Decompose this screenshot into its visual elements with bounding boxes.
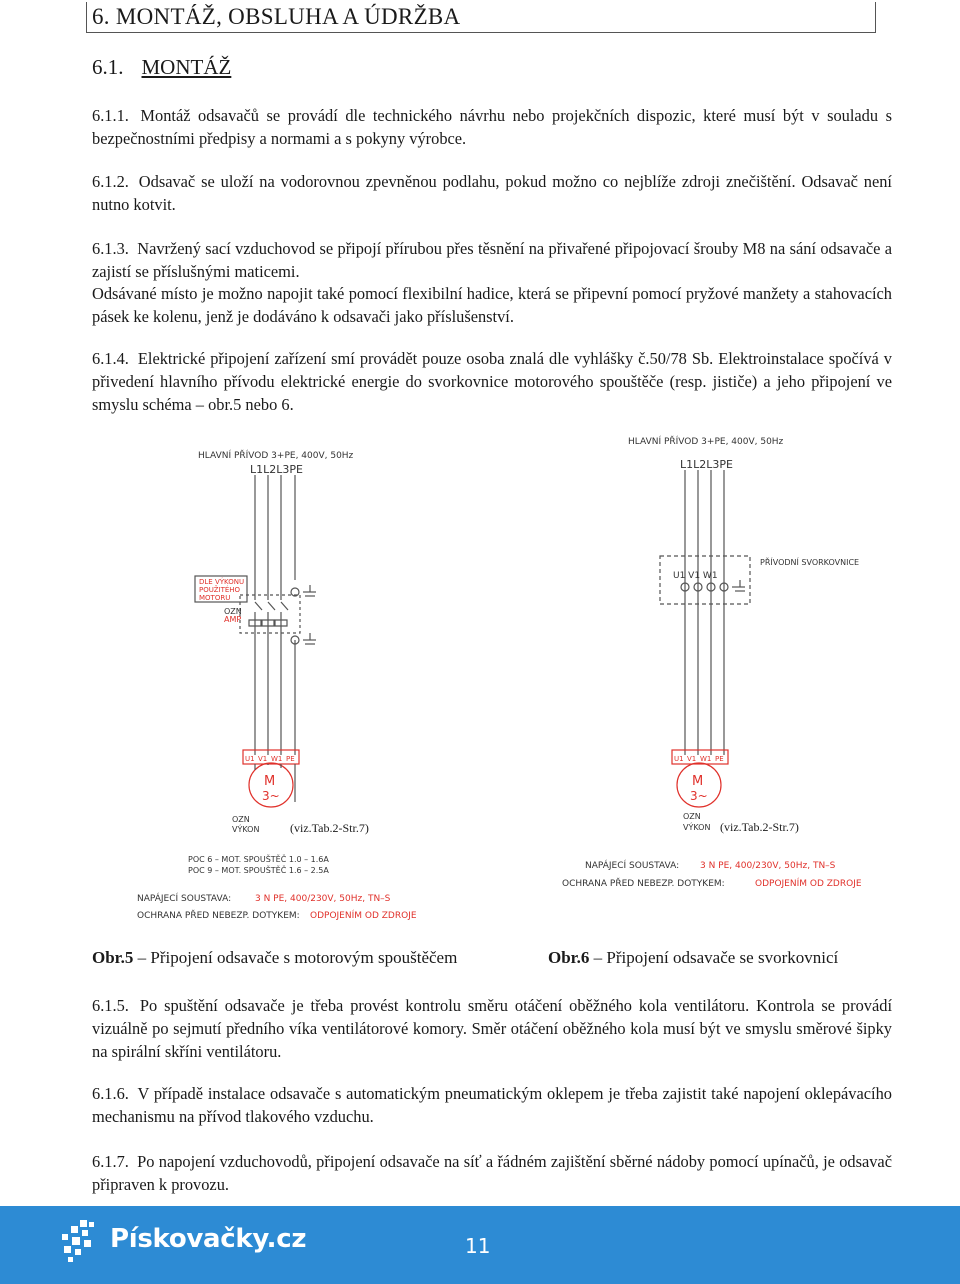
caption-figure-6: Obr.6 – Připojení odsavače se svorkovnicí: [548, 948, 839, 967]
left-motor: M: [264, 774, 276, 789]
right-terminal-pe: PE: [715, 755, 724, 763]
left-protection-label: OCHRANA PŘED NEBEZP. DOTYKEM:: [137, 911, 300, 921]
left-motor-phase: 3~: [262, 789, 280, 803]
logo-text[interactable]: Pískovačky.cz: [110, 1224, 307, 1254]
right-ozn-vykon-1: OZN: [683, 812, 701, 821]
left-ozn: OZN: [224, 607, 242, 616]
right-terminal-w1: W1: [700, 755, 712, 763]
caption-figure-5: Obr.5 – Připojení odsavače s motorovým spouštěčem: [92, 948, 458, 967]
wiring-diagrams: [0, 430, 960, 930]
left-box-line2: POUŽITÉHO: [199, 586, 241, 594]
paragraph-6-1-3: 6.1.3. Navržený sací vzduchovod se připojí přírubou přes těsnění na přivařené připojovací šrouby M8 na sání odsavače a zajistí se příslušnými maticemi.: [92, 239, 892, 281]
right-terminal-v1: V1: [687, 755, 697, 763]
section-heading: [92, 55, 231, 80]
right-block-terminals: U1 V1 W1: [673, 571, 718, 581]
left-terminal-w1: W1: [271, 755, 283, 763]
paragraph-6-1-7: 6.1.7. Po napojení vzduchovodů, připojení odsavače na síť a řádném zajištění sběrné nádoby pomocí upínačů, je odsavač připraven k provozu.: [92, 1152, 892, 1194]
left-phases: L1L2L3PE: [250, 463, 303, 476]
paragraph-6-1-4: 6.1.4. Elektrické připojení zařízení smí provádět pouze osoba znalá dle vyhlášky č.50/78 Sb. Elektroinstalace spočívá v přivedení hlavního přívodu elektrické energie do svorkovnice motorového spouštěče (resp. jističe) a jeho připojení ve smyslu schéma – obr.5 nebo 6.: [92, 349, 892, 414]
left-supply-label: NAPÁJECÍ SOUSTAVA:: [137, 894, 232, 904]
left-ozn-vykon-2: VÝKON: [232, 825, 260, 834]
section-number: 6.1.: [92, 55, 124, 79]
left-poc-line2: POC 9 – MOT. SPOUŠTĚČ 1.6 – 2.5A: [188, 866, 329, 875]
right-phases: L1L2L3PE: [680, 458, 733, 471]
right-motor-phase: 3~: [690, 789, 708, 803]
right-table-ref: (viz.Tab.2-Str.7): [720, 820, 799, 834]
right-protection-label: OCHRANA PŘED NEBEZP. DOTYKEM:: [562, 879, 725, 889]
left-main-supply: HLAVNÍ PŘÍVOD 3+PE, 400V, 50Hz: [198, 451, 354, 461]
left-supply-value: 3 N PE, 400/230V, 50Hz, TN–S: [255, 894, 391, 904]
page-number: 11: [465, 1234, 491, 1258]
paragraph-flexible-hose: Odsávané místo je možno napojit také pomocí flexibilní hadice, která se připevní pomocí pryžové manžety a stahovacích pásek ke kolenu, jenž je dodáváno k odsavači jako příslušenství.: [92, 284, 892, 326]
left-terminal-v1: V1: [258, 755, 268, 763]
paragraph-6-1-5: 6.1.5. Po spuštění odsavače je třeba provést kontrolu směru otáčení oběžného kola ventilátoru. Kontrola se provádí vizuálně po sejmutí předního víka ventilátorové komory. Směr otáčení oběžného kola musí být ve smyslu směrové šipky na spirální skříni ventilátoru.: [92, 996, 892, 1061]
right-terminal-block: PŘÍVODNÍ SVORKOVNICE: [760, 558, 860, 567]
section-title: MONTÁŽ: [141, 55, 232, 79]
paragraph-6-1-1: 6.1.1. Montáž odsavačů se provádí dle technického návrhu nebo projekčních dispozic, které musí být v souladu s bezpečnostními předpisy a normami a s pokyny výrobce.: [92, 106, 892, 148]
left-protection-value: ODPOJENÍM OD ZDROJE: [310, 911, 417, 921]
right-terminal-u1: U1: [674, 755, 684, 763]
left-ozn-vykon-1: OZN: [232, 815, 250, 824]
left-table-ref: (viz.Tab.2-Str.7): [290, 821, 369, 835]
left-terminal-u1: U1: [245, 755, 255, 763]
right-supply-label: NAPÁJECÍ SOUSTAVA:: [585, 861, 680, 871]
right-motor: M: [692, 774, 704, 789]
left-poc-line1: POC 6 – MOT. SPOUŠTĚČ 1.0 – 1.6A: [188, 855, 329, 864]
footer-bar: [0, 1206, 960, 1284]
right-supply-value: 3 N PE, 400/230V, 50Hz, TN–S: [700, 861, 836, 871]
right-ozn-vykon-2: VÝKON: [683, 823, 711, 832]
left-amp: AMP: [224, 615, 242, 624]
logo-icon: [58, 1218, 104, 1264]
page-heading: 6. MONTÁŽ, OBSLUHA A ÚDRŽBA: [92, 4, 461, 29]
left-box-line1: DLE VÝKONU: [199, 578, 245, 586]
right-main-supply: HLAVNÍ PŘÍVOD 3+PE, 400V, 50Hz: [628, 437, 784, 447]
paragraph-6-1-2: 6.1.2. Odsavač se uloží na vodorovnou zpevněnou podlahu, pokud možno co nejblíže zdroji znečištění. Odsavač není nutno kotvit.: [92, 172, 892, 214]
left-terminal-pe: PE: [286, 755, 295, 763]
right-protection-value: ODPOJENÍM OD ZDROJE: [755, 879, 862, 889]
paragraph-6-1-6: 6.1.6. V případě instalace odsavače s automatickým pneumatickým oklepem je třeba zajistit také napojení oklepávacího mechanismu na přívod tlakového vzduchu.: [92, 1084, 892, 1126]
left-box-line3: MOTORU: [199, 594, 231, 602]
